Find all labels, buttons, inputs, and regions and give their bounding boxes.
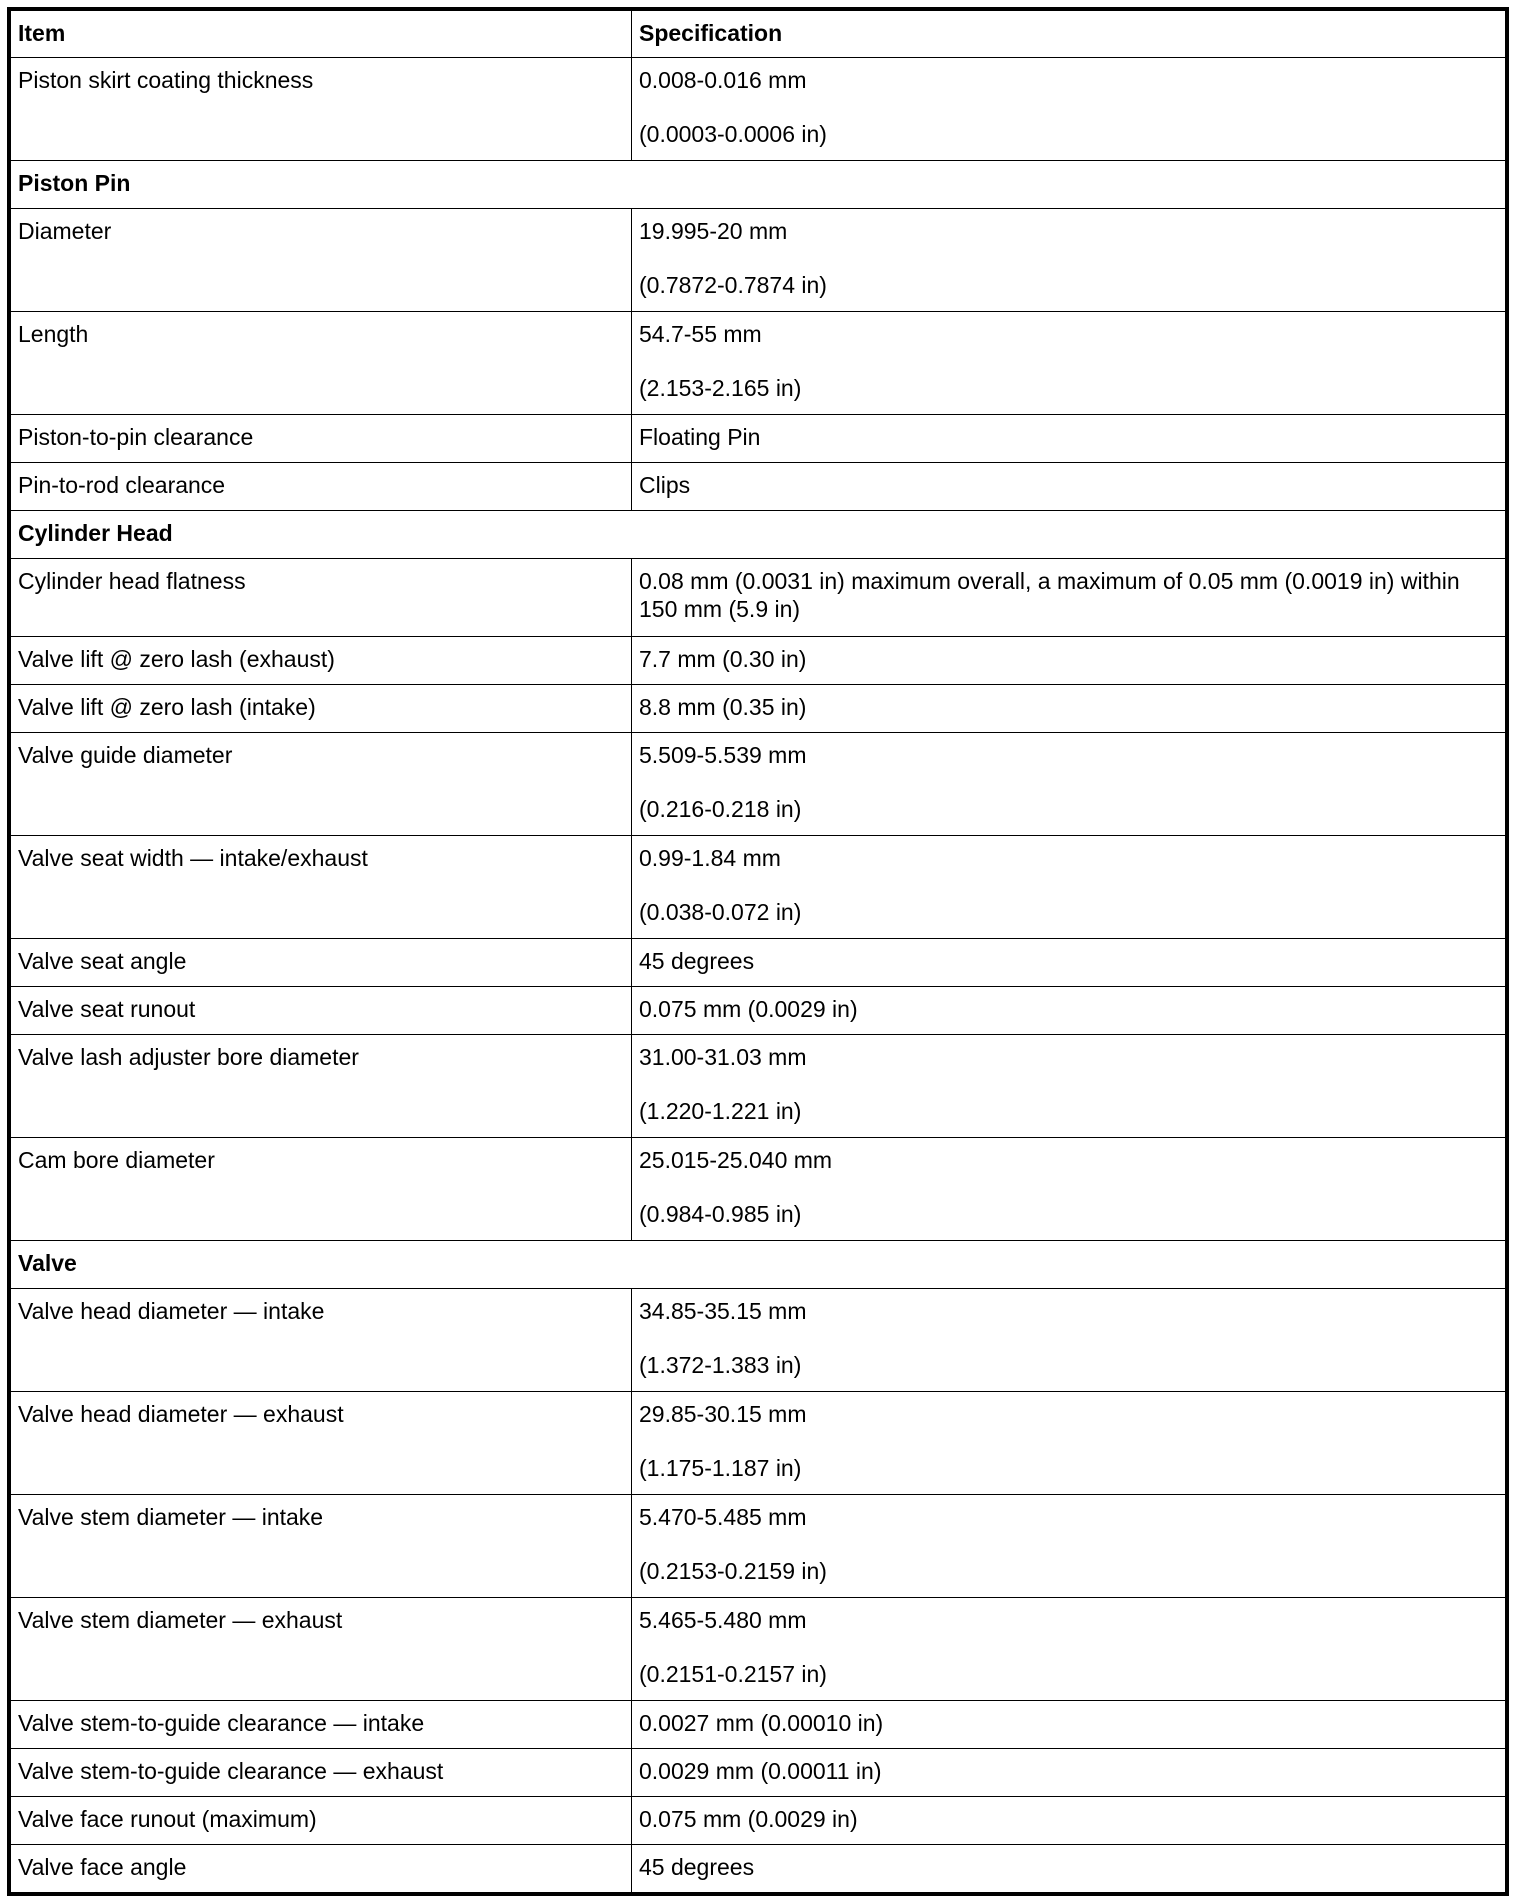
item-cell: Valve stem diameter — intake bbox=[11, 1495, 632, 1598]
specification-table bbox=[10, 10, 1506, 1893]
item-cell: Valve lift @ zero lash (exhaust) bbox=[11, 637, 632, 685]
spec-metric: 31.00-31.03 mm bbox=[639, 1044, 807, 1070]
specification-cell bbox=[632, 1701, 1506, 1749]
section-title: Piston Pin bbox=[11, 161, 1506, 209]
table-row bbox=[11, 733, 1506, 836]
specification-cell bbox=[632, 415, 1506, 463]
item-cell: Valve seat angle bbox=[11, 939, 632, 987]
spec-imperial: (0.7872-0.7874 in) bbox=[639, 272, 827, 298]
item-cell: Valve lash adjuster bore diameter bbox=[11, 1035, 632, 1138]
spec-imperial: (0.0003-0.0006 in) bbox=[639, 121, 827, 147]
spec-metric: 0.99-1.84 mm bbox=[639, 845, 781, 871]
spec-metric: Clips bbox=[639, 472, 691, 498]
item-cell: Valve face runout (maximum) bbox=[11, 1797, 632, 1845]
table-row bbox=[11, 1598, 1506, 1701]
item-cell: Valve stem-to-guide clearance — exhaust bbox=[11, 1749, 632, 1797]
item-cell: Valve head diameter — exhaust bbox=[11, 1392, 632, 1495]
table-body bbox=[11, 58, 1506, 1893]
specification-cell bbox=[632, 463, 1506, 511]
item-cell: Valve lift @ zero lash (intake) bbox=[11, 685, 632, 733]
section-row bbox=[11, 1241, 1506, 1289]
table-row bbox=[11, 559, 1506, 637]
section-title: Valve bbox=[11, 1241, 1506, 1289]
item-cell: Valve stem-to-guide clearance — intake bbox=[11, 1701, 632, 1749]
spec-metric: 45 degrees bbox=[639, 948, 755, 974]
item-cell: Valve seat runout bbox=[11, 987, 632, 1035]
table-row bbox=[11, 1035, 1506, 1138]
item-cell: Pin-to-rod clearance bbox=[11, 463, 632, 511]
section-title: Cylinder Head bbox=[11, 511, 1506, 559]
table-row bbox=[11, 1749, 1506, 1797]
table-row bbox=[11, 836, 1506, 939]
table-row bbox=[11, 1495, 1506, 1598]
specification-cell bbox=[632, 939, 1506, 987]
specification-cell bbox=[632, 209, 1506, 312]
item-cell: Valve guide diameter bbox=[11, 733, 632, 836]
section-row bbox=[11, 161, 1506, 209]
spec-imperial: (1.372-1.383 in) bbox=[639, 1352, 802, 1378]
table-row bbox=[11, 312, 1506, 415]
specification-cell bbox=[632, 1289, 1506, 1392]
spec-metric: 0.075 mm (0.0029 in) bbox=[639, 996, 858, 1022]
table-row bbox=[11, 1289, 1506, 1392]
spec-metric: 0.0027 mm (0.00010 in) bbox=[639, 1710, 884, 1736]
specification-cell bbox=[632, 1035, 1506, 1138]
spec-imperial: (1.220-1.221 in) bbox=[639, 1098, 802, 1124]
specification-cell bbox=[632, 1749, 1506, 1797]
specification-cell bbox=[632, 1797, 1506, 1845]
spec-imperial: (0.2151-0.2157 in) bbox=[639, 1661, 827, 1687]
table-row bbox=[11, 637, 1506, 685]
spec-imperial: (0.038-0.072 in) bbox=[639, 899, 802, 925]
item-cell: Valve seat width — intake/exhaust bbox=[11, 836, 632, 939]
spec-imperial: (0.216-0.218 in) bbox=[639, 796, 802, 822]
spec-metric: 54.7-55 mm bbox=[639, 321, 762, 347]
spec-metric: 0.075 mm (0.0029 in) bbox=[639, 1806, 858, 1832]
specification-cell bbox=[632, 1495, 1506, 1598]
specification-cell bbox=[632, 312, 1506, 415]
spec-metric: 0.008-0.016 mm bbox=[639, 67, 807, 93]
spec-metric: 25.015-25.040 mm bbox=[639, 1147, 833, 1173]
spec-metric: 29.85-30.15 mm bbox=[639, 1401, 807, 1427]
table-row bbox=[11, 1797, 1506, 1845]
spec-imperial: (2.153-2.165 in) bbox=[639, 375, 802, 401]
item-cell: Valve face angle bbox=[11, 1845, 632, 1893]
spec-metric: 5.465-5.480 mm bbox=[639, 1607, 807, 1633]
specification-cell bbox=[632, 1138, 1506, 1241]
spec-sheet bbox=[7, 7, 1509, 1896]
section-row bbox=[11, 511, 1506, 559]
spec-imperial: (1.175-1.187 in) bbox=[639, 1455, 802, 1481]
item-column-header: Item bbox=[11, 11, 632, 58]
specification-cell bbox=[632, 58, 1506, 161]
table-row bbox=[11, 1845, 1506, 1893]
spec-metric: Floating Pin bbox=[639, 424, 761, 450]
table-row bbox=[11, 987, 1506, 1035]
specification-cell bbox=[632, 685, 1506, 733]
header-row bbox=[11, 11, 1506, 58]
table-row bbox=[11, 685, 1506, 733]
table-row bbox=[11, 463, 1506, 511]
item-cell: Diameter bbox=[11, 209, 632, 312]
specification-cell bbox=[632, 637, 1506, 685]
spec-imperial: (0.2153-0.2159 in) bbox=[639, 1558, 827, 1584]
spec-metric: 0.0029 mm (0.00011 in) bbox=[639, 1758, 882, 1784]
spec-metric: 5.470-5.485 mm bbox=[639, 1504, 807, 1530]
specification-cell bbox=[632, 987, 1506, 1035]
table-row bbox=[11, 1392, 1506, 1495]
specification-cell bbox=[632, 836, 1506, 939]
spec-metric: 19.995-20 mm bbox=[639, 218, 788, 244]
specification-cell bbox=[632, 1392, 1506, 1495]
table-row bbox=[11, 1138, 1506, 1241]
item-cell: Valve stem diameter — exhaust bbox=[11, 1598, 632, 1701]
item-cell: Cam bore diameter bbox=[11, 1138, 632, 1241]
table-row bbox=[11, 415, 1506, 463]
item-cell: Piston-to-pin clearance bbox=[11, 415, 632, 463]
spec-metric: 45 degrees bbox=[639, 1854, 755, 1880]
spec-metric: 7.7 mm (0.30 in) bbox=[639, 646, 807, 672]
item-cell: Piston skirt coating thickness bbox=[11, 58, 632, 161]
item-cell: Length bbox=[11, 312, 632, 415]
item-cell: Valve head diameter — intake bbox=[11, 1289, 632, 1392]
specification-cell bbox=[632, 559, 1506, 637]
spec-imperial: (0.984-0.985 in) bbox=[639, 1201, 802, 1227]
specification-cell bbox=[632, 733, 1506, 836]
spec-metric: 5.509-5.539 mm bbox=[639, 742, 807, 768]
spec-metric: 0.08 mm (0.0031 in) maximum overall, a maximum of 0.05 mm (0.0019 in) within 150 mm (5.9 in) bbox=[639, 568, 1460, 622]
specification-cell bbox=[632, 1598, 1506, 1701]
table-row bbox=[11, 209, 1506, 312]
item-cell: Cylinder head flatness bbox=[11, 559, 632, 637]
specification-column-header: Specification bbox=[632, 11, 1506, 58]
spec-metric: 34.85-35.15 mm bbox=[639, 1298, 807, 1324]
table-row bbox=[11, 939, 1506, 987]
table-row bbox=[11, 1701, 1506, 1749]
specification-cell bbox=[632, 1845, 1506, 1893]
spec-metric: 8.8 mm (0.35 in) bbox=[639, 694, 807, 720]
table-row bbox=[11, 58, 1506, 161]
